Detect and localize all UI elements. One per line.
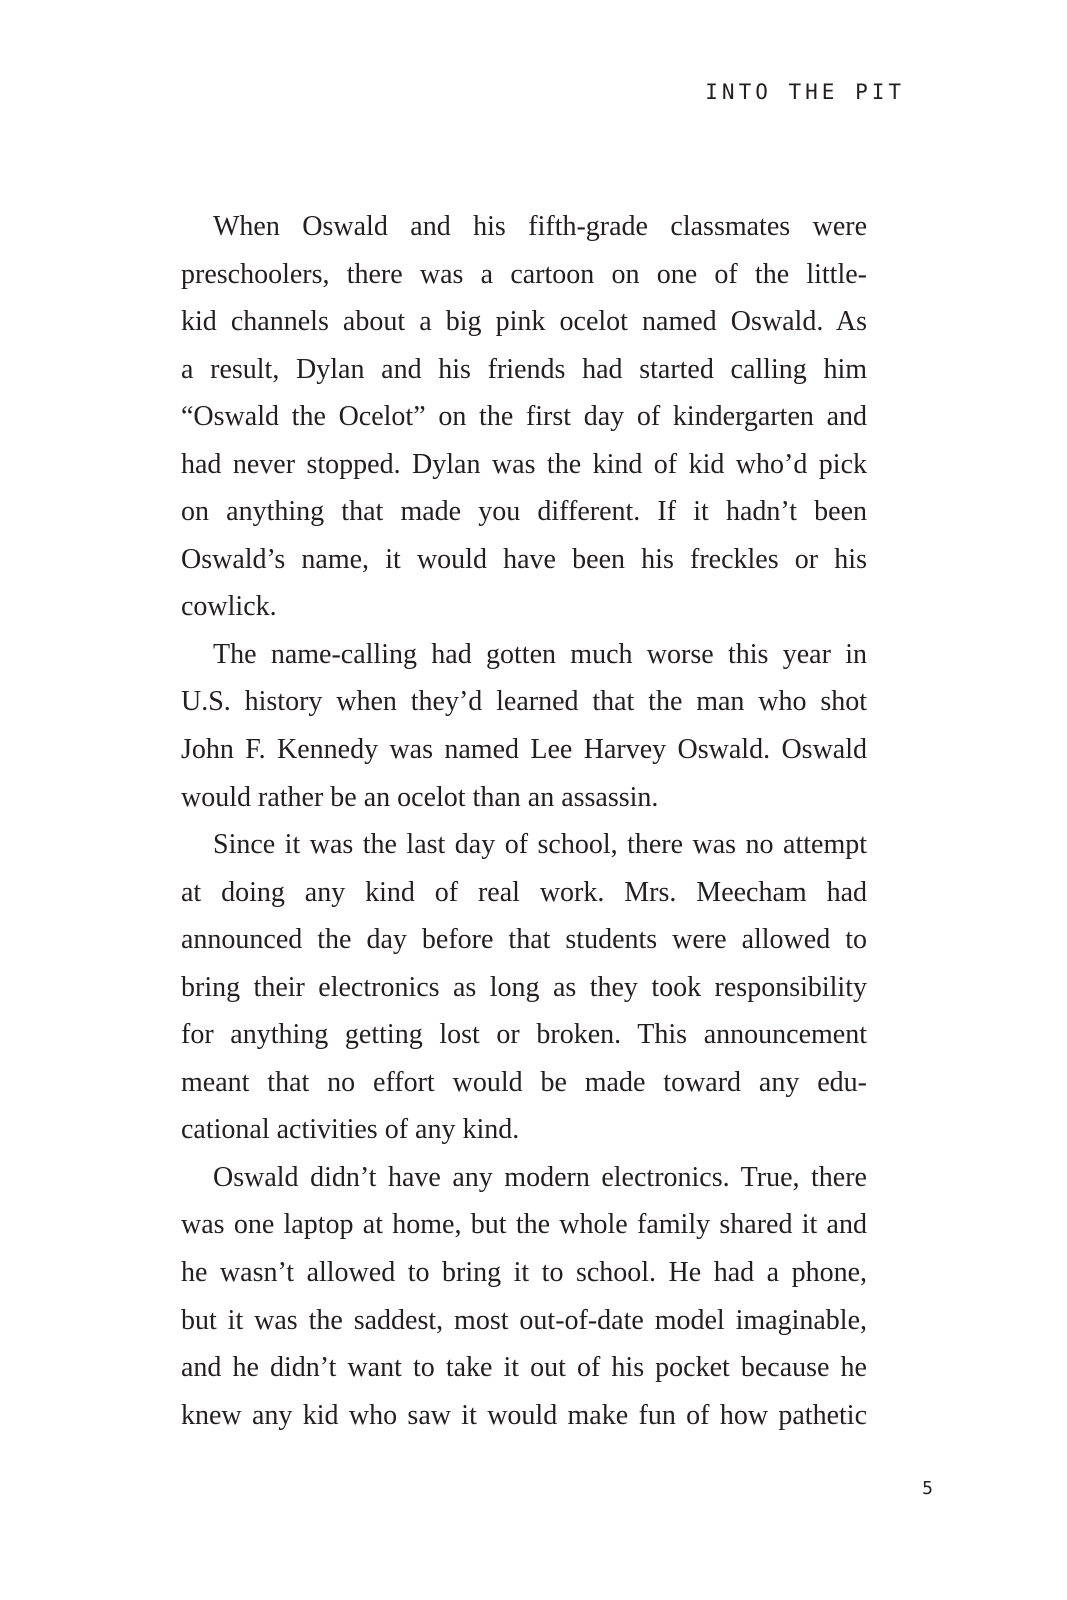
text-line: Oswald’s name, it would have been his freckles or his — [181, 543, 867, 575]
running-head: INTO THE PIT — [705, 80, 905, 104]
text-line: John F. Kennedy was named Lee Harvey Oswald. Oswald — [181, 734, 867, 766]
page-number: 5 — [922, 1478, 933, 1499]
text-line: preschoolers, there was a cartoon on one of the little- — [181, 258, 867, 290]
text-line: would rather be an ocelot than an assassin. — [181, 781, 659, 813]
text-line: he wasn’t allowed to bring it to school. He had a phone, — [181, 1257, 867, 1289]
text-line: cational activities of any kind. — [181, 1114, 520, 1146]
paragraph — [181, 821, 867, 1154]
text-line: but it was the saddest, most out-of-date model imaginable, — [181, 1304, 867, 1336]
text-line: U.S. history when they’d learned that the man who shot — [181, 686, 867, 718]
text-line: cowlick. — [181, 591, 277, 623]
paragraph — [181, 1154, 867, 1439]
text-line: Since it was the last day of school, there was no attempt — [213, 829, 867, 861]
text-line: announced the day before that students were allowed to — [181, 924, 867, 956]
text-line: “Oswald the Ocelot” on the first day of kindergarten and — [181, 401, 867, 433]
text-line: for anything getting lost or broken. This announcement — [181, 1019, 867, 1051]
text-line: a result, Dylan and his friends had started calling him — [181, 353, 867, 385]
text-line: bring their electronics as long as they took responsibility — [181, 971, 867, 1003]
text-line: and he didn’t want to take it out of his pocket because he — [181, 1352, 867, 1384]
text-line: kid channels about a big pink ocelot named Oswald. As — [181, 306, 867, 338]
paragraph — [181, 631, 867, 821]
paragraph — [181, 203, 867, 631]
text-line: had never stopped. Dylan was the kind of kid who’d pick — [181, 448, 867, 480]
text-line: The name-calling had gotten much worse this year in — [213, 638, 867, 670]
text-line: was one laptop at home, but the whole family shared it and — [181, 1209, 867, 1241]
text-line: Oswald didn’t have any modern electronics. True, there — [213, 1161, 867, 1193]
text-line: knew any kid who saw it would make fun of how pathetic — [181, 1399, 867, 1431]
text-line: on anything that made you different. If it hadn’t been — [181, 496, 867, 528]
text-line: When Oswald and his fifth-grade classmates were — [213, 211, 867, 242]
body-text — [181, 203, 867, 1439]
text-line: meant that no effort would be made toward any edu- — [181, 1066, 867, 1098]
text-line: at doing any kind of real work. Mrs. Meecham had — [181, 876, 867, 908]
